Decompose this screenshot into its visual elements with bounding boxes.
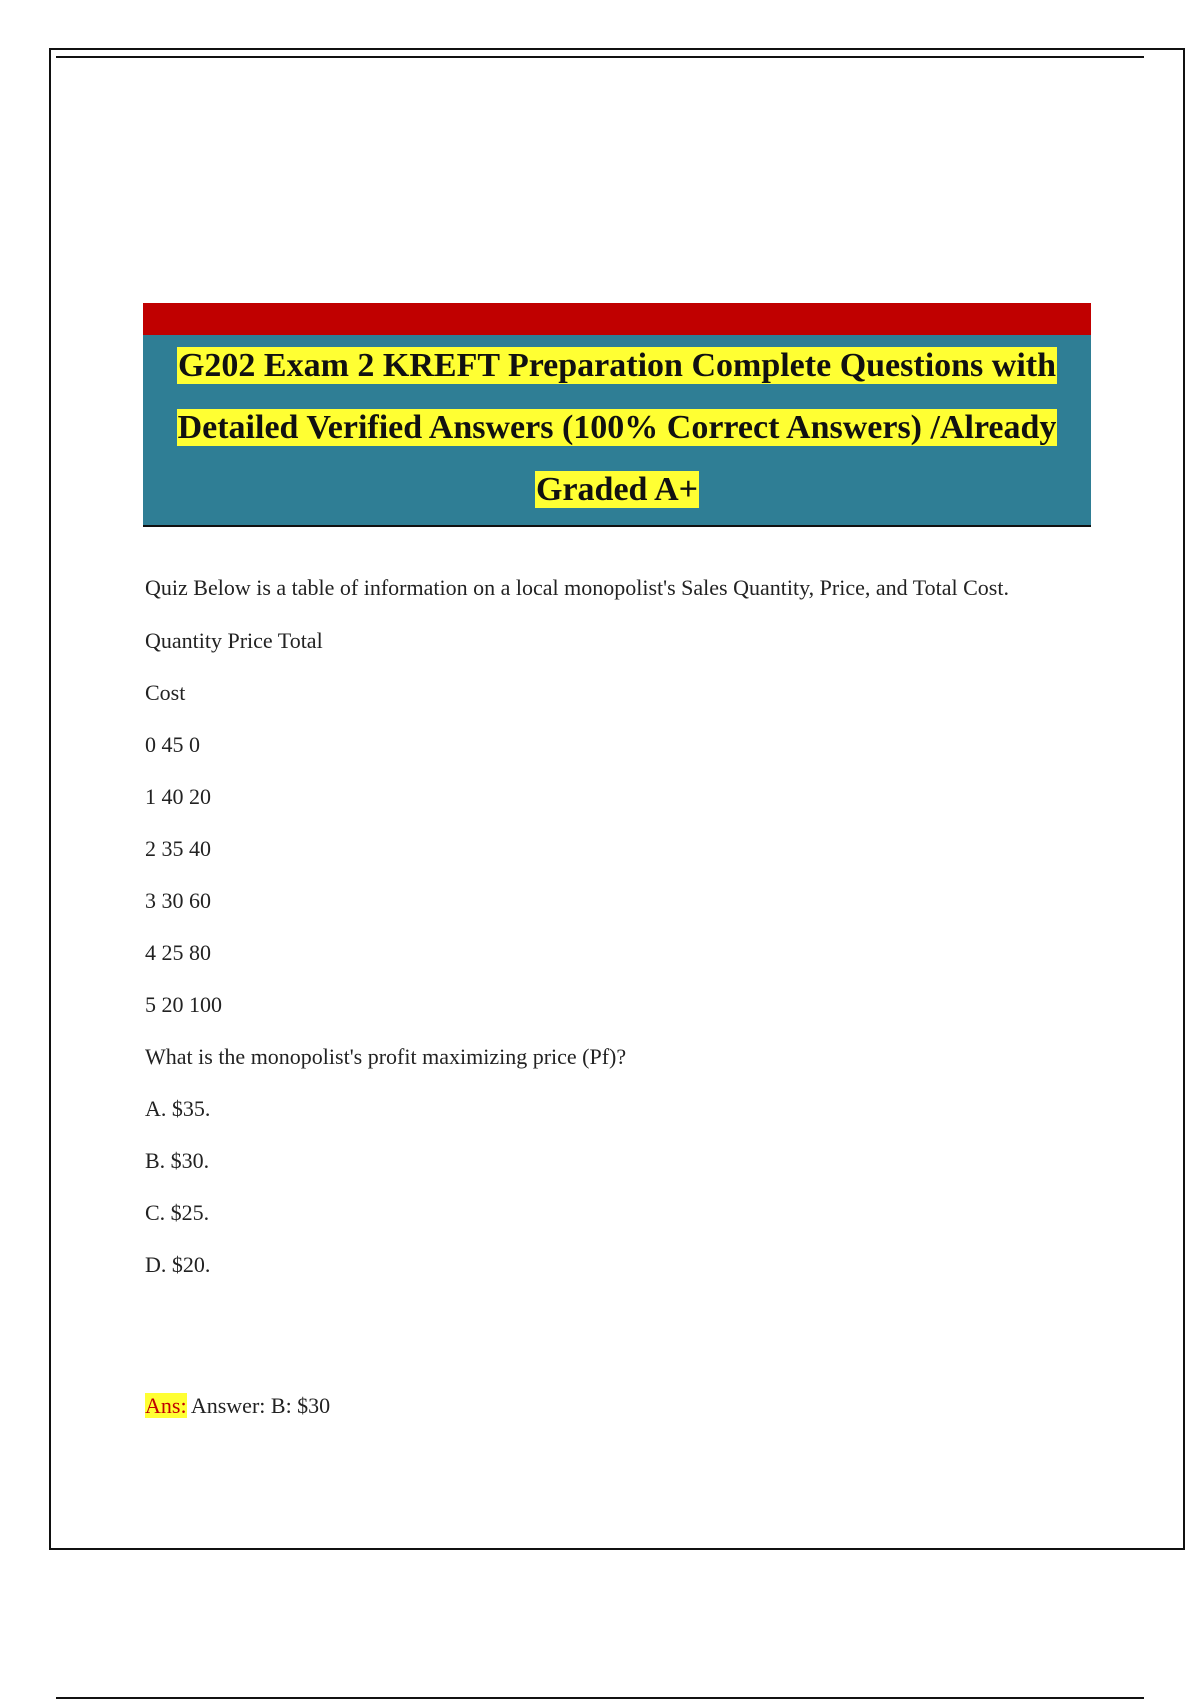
title-line-3: Graded A+ — [536, 471, 698, 508]
choice-c: C. $25. — [145, 1200, 210, 1225]
question-body — [145, 572, 1085, 1301]
table-header-line: Quantity Price Total — [145, 628, 323, 653]
answer-text: Answer: B: $30 — [186, 1393, 331, 1418]
table-header-line-cont: Cost — [145, 680, 186, 705]
choice-b: B. $30. — [145, 1148, 210, 1173]
table-row: 2 35 40 — [145, 836, 211, 861]
answer-label: Ans: — [145, 1393, 187, 1418]
answer-row — [145, 1390, 330, 1422]
table-row: 0 45 0 — [145, 732, 200, 757]
title-red-band — [143, 303, 1091, 335]
document-title — [147, 335, 1087, 521]
choice-d: D. $20. — [145, 1252, 211, 1277]
question-prompt: What is the monopolist's profit maximizing price (Pf)? — [145, 1044, 627, 1069]
bottom-rule — [56, 1697, 1144, 1699]
top-rule — [56, 56, 1144, 58]
table-row: 1 40 20 — [145, 784, 211, 809]
table-row: 5 20 100 — [145, 992, 222, 1017]
title-line-2: Detailed Verified Answers (100% Correct Answers) /Already — [177, 409, 1057, 446]
title-line-1: G202 Exam 2 KREFT Preparation Complete Questions with — [177, 347, 1057, 384]
title-banner — [143, 303, 1091, 527]
choice-a: A. $35. — [145, 1096, 211, 1121]
table-row: 4 25 80 — [145, 940, 211, 965]
table-row: 3 30 60 — [145, 888, 211, 913]
question-intro: Quiz Below is a table of information on a local monopolist's Sales Quantity, Price, and Total Cost. — [145, 575, 1009, 600]
